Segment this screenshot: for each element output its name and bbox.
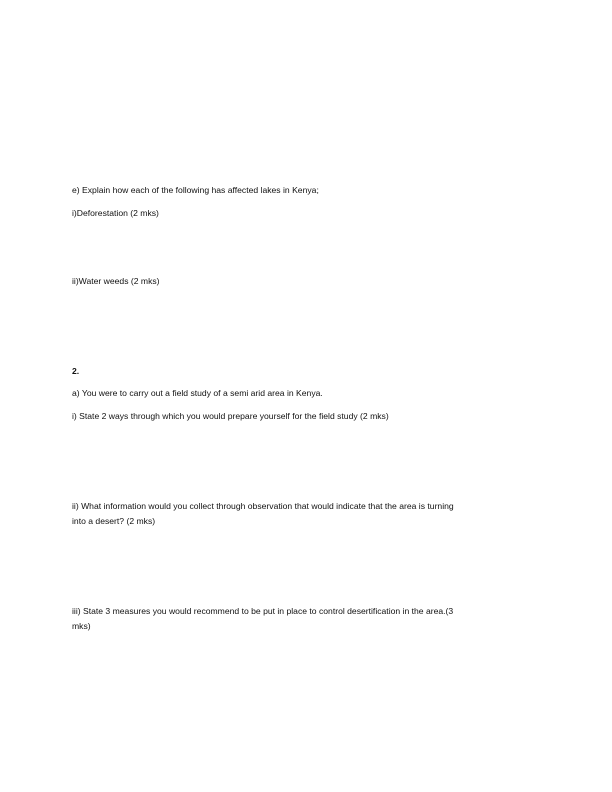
question-1e-i: i)Deforestation (2 mks) — [72, 208, 159, 218]
question-2a-iii-line2: mks) — [72, 621, 91, 631]
question-2a-iii-line1: iii) State 3 measures you would recommend to be put in place to control desertification in the area.(3 — [72, 606, 454, 616]
question-2a: a) You were to carry out a field study of a semi arid area in Kenya. — [72, 388, 323, 398]
question-2-number: 2. — [72, 366, 80, 376]
question-2a-ii-line2: into a desert? (2 mks) — [72, 516, 156, 526]
question-1e-ii: ii)Water weeds (2 mks) — [72, 276, 160, 286]
question-1e-prompt: e) Explain how each of the following has affected lakes in Kenya; — [72, 185, 319, 195]
question-2a-ii-line1: ii) What information would you collect through observation that would indicate that the area is turning — [72, 501, 454, 511]
question-2a-i: i) State 2 ways through which you would prepare yourself for the field study (2 mks) — [72, 411, 389, 421]
